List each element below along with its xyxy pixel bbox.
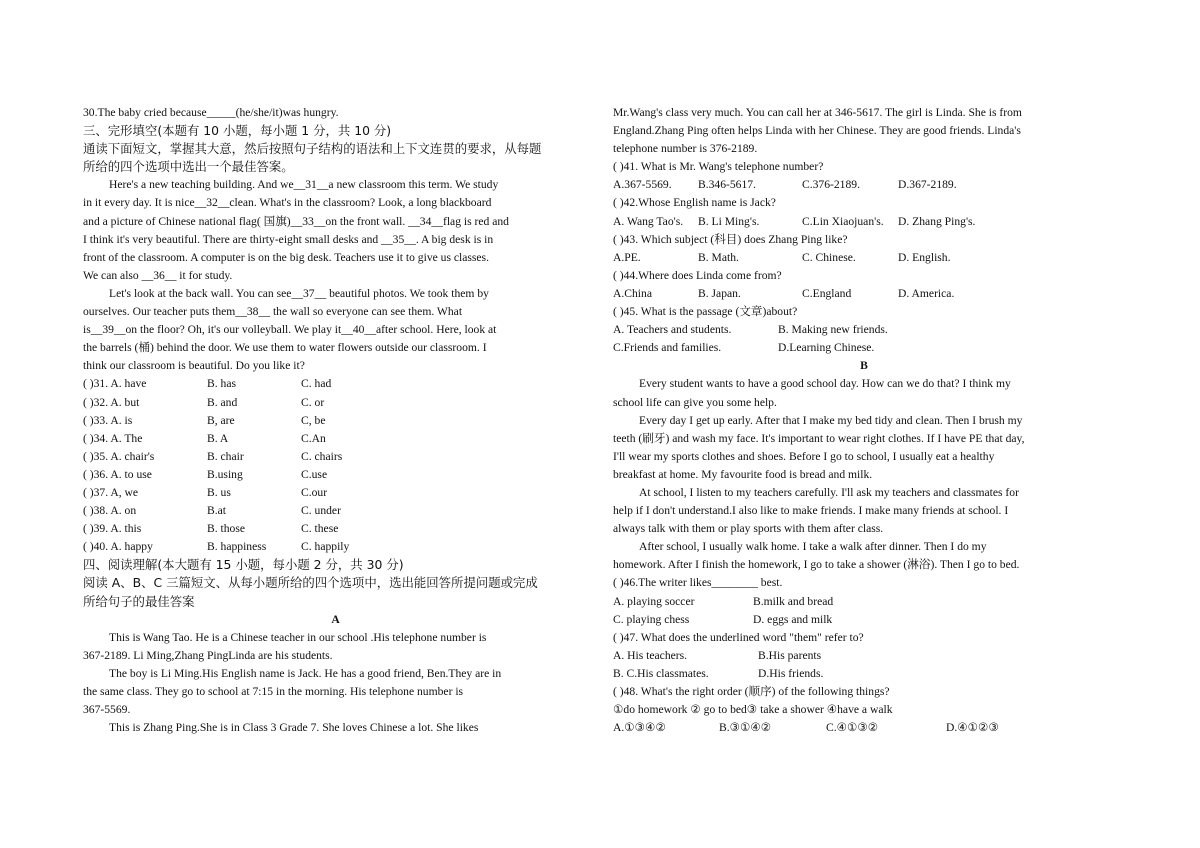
paragraph-line: Every day I get up early. After that I make my bed tidy and clean. Then I brush my	[639, 413, 1023, 427]
section-4-instruction-line-2: 所给句子的最佳答案	[83, 593, 195, 609]
option-text: D.④①②③	[946, 721, 999, 735]
option-text: C. these	[301, 522, 339, 536]
left-column	[83, 104, 588, 737]
option-text: B. those	[207, 522, 246, 536]
option-text: C. playing chess	[613, 612, 690, 626]
paragraph-line: the same class. They go to school at 7:15 in the morning. His telephone number is	[83, 685, 464, 698]
option-text: D. America.	[898, 286, 955, 300]
question-48-options	[613, 719, 1115, 737]
paragraph-line: is__39__on the floor? Oh, it's our volleyball. We play it__40__after school. Here, look at	[83, 323, 497, 337]
option-text: A.China	[613, 286, 652, 300]
option-text: A.①③④②	[613, 721, 666, 735]
option-text: A. His teachers.	[613, 648, 688, 662]
option-text: B.His parents	[758, 648, 822, 662]
passage-b	[613, 375, 1115, 574]
cloze-question-row	[83, 538, 588, 556]
answer-options-row	[613, 176, 1115, 194]
passage-a	[83, 629, 588, 738]
question-46-options	[613, 593, 1115, 629]
cloze-questions	[83, 375, 588, 556]
section-3-instruction-line-2: 所给的四个选项中选出一个最佳答案。	[83, 159, 294, 175]
option-text: B.using	[207, 467, 243, 481]
option-text: B. A	[207, 431, 229, 445]
option-text: C.Friends and families.	[613, 341, 722, 355]
paragraph-line: 367-5569.	[83, 703, 131, 717]
option-text: ( )36. A. to use	[83, 467, 152, 481]
section-4-title: 四、阅读理解(本大题有 15 小题，每小题 2 分，共 30 分)	[83, 557, 404, 573]
question-47: ( )47. What does the underlined word "them" refer to?	[613, 630, 864, 644]
option-text: C. or	[301, 395, 325, 409]
option-text: B. happiness	[207, 540, 267, 554]
option-text: D.Learning Chinese.	[778, 341, 875, 355]
answer-options-row	[613, 611, 1115, 629]
option-text: B. Making new friends.	[778, 323, 888, 337]
option-text: B.346-5617.	[698, 178, 756, 192]
cloze-paragraph-2	[83, 285, 588, 375]
paragraph-line: Here's a new teaching building. And we__31__a new classroom this term. We study	[109, 178, 499, 192]
question-text: ( )45. What is the passage (文章)about?	[613, 305, 798, 319]
section-3-title: 三、完形填空(本题有 10 小题，每小题 1 分，共 10 分)	[83, 123, 392, 139]
paragraph-line: Mr.Wang's class very much. You can call her at 346-5617. The girl is Linda. She is from	[613, 106, 1022, 119]
answer-options-row	[613, 249, 1115, 267]
option-text: B. Math.	[698, 250, 739, 264]
question-text: ( )41. What is Mr. Wang's telephone number?	[613, 160, 824, 174]
paragraph-line: This is Zhang Ping.She is in Class 3 Grade 7. She loves Chinese a lot. She likes	[109, 721, 479, 735]
paragraph-line: always talk with them or play sports with them after class.	[613, 522, 884, 536]
option-text: D. eggs and milk	[753, 612, 833, 626]
paragraph-line: think our classroom is beautiful. Do you like it?	[83, 359, 305, 373]
cloze-question-row	[83, 375, 588, 393]
paragraph-line: school life can give you some help.	[613, 395, 777, 409]
right-column	[613, 104, 1115, 737]
option-text: A. Teachers and students.	[613, 323, 732, 337]
cloze-question-row	[83, 502, 588, 520]
option-text: C. happily	[301, 540, 350, 554]
option-text: B. chair	[207, 449, 244, 463]
option-text: ( )33. A. is	[83, 413, 133, 427]
question-30: 30.The baby cried because_____(he/she/it)was hungry.	[83, 106, 339, 119]
option-text: C.④①③②	[826, 721, 879, 735]
paragraph-line: breakfast at home. My favourite food is bread and milk.	[613, 467, 873, 481]
answer-options-row	[613, 321, 1115, 339]
paragraph-line: I'll wear my sports clothes and shoes. Before I go to school, I usually eat a healthy	[613, 449, 995, 463]
option-text: B. us	[207, 485, 231, 499]
answer-options-row	[613, 213, 1115, 231]
option-text: A.PE.	[613, 250, 641, 264]
option-text: C.Lin Xiaojuan's.	[802, 214, 884, 228]
option-text: ( )39. A. this	[83, 522, 142, 536]
paragraph-line: Let's look at the back wall. You can see__37__ beautiful photos. We took them by	[109, 286, 489, 300]
option-text: C. had	[301, 377, 332, 391]
option-text: ( )37. A, we	[83, 485, 139, 499]
option-text: C. chairs	[301, 449, 343, 463]
option-text: B.③①④②	[719, 721, 772, 735]
passage-b-title: B	[860, 359, 868, 373]
option-text: A. Wang Tao's.	[613, 214, 684, 228]
option-text: B.at	[207, 504, 226, 518]
option-text: C.England	[802, 286, 852, 300]
paragraph-line: 367-2189. Li Ming,Zhang PingLinda are his students.	[83, 648, 333, 662]
question-text: ( )43. Which subject (科目) does Zhang Ping like?	[613, 232, 848, 246]
option-text: C.376-2189.	[802, 178, 860, 192]
option-text: ( )34. A. The	[83, 431, 143, 445]
question-text: ( )42.Whose English name is Jack?	[613, 196, 776, 210]
paragraph-line: help if I don't understand.I also like to make friends. I make many friends at school. I	[613, 504, 1009, 518]
section-3-instruction-line-1: 通读下面短文，掌握其大意，然后按照句子结构的语法和上下文连贯的要求，从每题	[83, 141, 542, 157]
option-text: A.367-5569.	[613, 178, 672, 192]
answer-options-row	[613, 647, 1115, 665]
option-text: D. Zhang Ping's.	[898, 214, 976, 228]
option-text: D.367-2189.	[898, 178, 957, 192]
cloze-question-row	[83, 448, 588, 466]
paragraph-line: Every student wants to have a good school day. How can we do that? I think my	[639, 377, 1011, 391]
option-text: C. Chinese.	[802, 250, 856, 264]
option-text: C. under	[301, 504, 341, 518]
paragraph-line: This is Wang Tao. He is a Chinese teacher in our school .His telephone number is	[109, 630, 487, 644]
cloze-question-row	[83, 412, 588, 430]
option-text: ( )31. A. have	[83, 377, 147, 391]
passage-a-continued	[613, 104, 1115, 158]
option-text: B.milk and bread	[753, 594, 834, 608]
answer-options-row	[613, 665, 1115, 683]
answer-options-row	[613, 593, 1115, 611]
option-text: B. has	[207, 377, 236, 391]
cloze-question-row	[83, 430, 588, 448]
question-48-items: ①do homework ② go to bed③ take a shower ④have a walk	[613, 703, 893, 717]
option-text: A. playing soccer	[613, 594, 695, 608]
paragraph-line: England.Zhang Ping often helps Linda with her Chinese. They are good friends. Linda's	[613, 124, 1021, 138]
question-48: ( )48. What's the right order (顺序) of the following things?	[613, 685, 890, 698]
option-text: ( )40. A. happy	[83, 540, 153, 554]
passage-a-title: A	[331, 612, 340, 626]
option-text: B. and	[207, 395, 238, 409]
option-text: ( )38. A. on	[83, 504, 137, 518]
option-text: C.our	[301, 485, 328, 499]
option-text: B. Japan.	[698, 286, 741, 300]
paragraph-line: teeth (刷牙) and wash my face. It's important to wear right clothes. If I have PE that day,	[613, 431, 1025, 445]
paragraph-line: ourselves. Our teacher puts them__38__ the wall so everyone can see them. What	[83, 305, 463, 319]
answer-options-row	[613, 719, 1115, 737]
paragraph-line: telephone number is 376-2189.	[613, 142, 758, 156]
option-text: B, are	[207, 413, 235, 427]
paragraph-line: front of the classroom. A computer is on the big desk. Teachers use it to give us classes.	[83, 250, 489, 264]
option-text: ( )32. A. but	[83, 395, 140, 409]
question-text: ( )44.Where does Linda come from?	[613, 268, 782, 282]
paragraph-line: homework. After I finish the homework, I go to take a shower (淋浴). Then I go to bed.	[613, 558, 1020, 572]
question-47-options	[613, 647, 1115, 683]
cloze-question-row	[83, 484, 588, 502]
paragraph-line: We can also __36__ it for study.	[83, 268, 233, 282]
option-text: C, be	[301, 413, 326, 427]
cloze-question-row	[83, 394, 588, 412]
answer-options-row	[613, 339, 1115, 357]
paragraph-line: the barrels (桶) behind the door. We use them to water flowers outside our classroom. I	[83, 341, 487, 355]
section-4-instruction-line-1: 阅读 A、B、C 三篇短文、从每小题所给的四个选项中，选出能回答所提问题或完成	[83, 575, 538, 591]
option-text: C.use	[301, 467, 328, 481]
option-text: D.His friends.	[758, 666, 824, 680]
cloze-question-row	[83, 466, 588, 484]
paragraph-line: in it every day. It is nice__32__clean. What's in the classroom? Look, a long blackboard	[83, 196, 492, 210]
paragraph-line: The boy is Li Ming.His English name is Jack. He has a good friend, Ben.They are in	[109, 666, 502, 680]
option-text: B. Li Ming's.	[698, 214, 760, 228]
question-46: ( )46.The writer likes________ best.	[613, 576, 783, 590]
option-text: D. English.	[898, 250, 951, 264]
paragraph-line: I think it's very beautiful. There are thirty-eight small desks and __35__. A big desk is in	[83, 232, 494, 246]
paragraph-line: At school, I listen to my teachers carefully. I'll ask my teachers and classmates for	[639, 485, 1019, 499]
option-text: B. C.His classmates.	[613, 666, 709, 680]
paragraph-line: and a picture of Chinese national flag( 国旗)__33__on the front wall. __34__flag is red and	[83, 214, 509, 228]
passage-a-questions	[613, 158, 1115, 357]
paragraph-line: After school, I usually walk home. I take a walk after dinner. Then I do my	[639, 540, 987, 554]
answer-options-row	[613, 285, 1115, 303]
option-text: C.An	[301, 431, 326, 445]
cloze-question-row	[83, 520, 588, 538]
cloze-paragraph-1	[83, 176, 588, 285]
option-text: ( )35. A. chair's	[83, 449, 155, 463]
